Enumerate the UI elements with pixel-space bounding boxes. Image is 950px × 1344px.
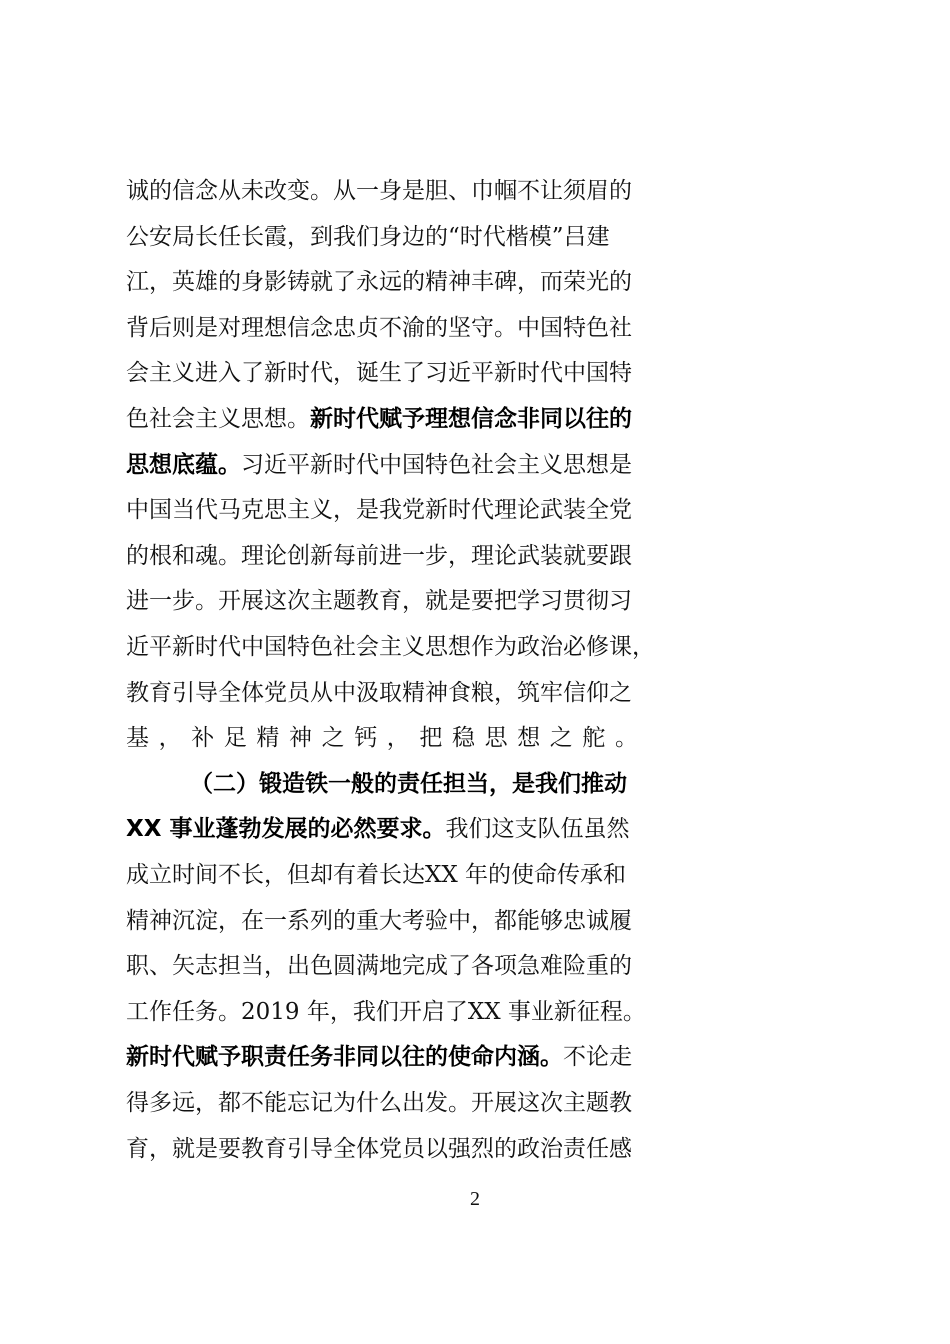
body-text-span: 会主义进入了新时代，诞生了习近平新时代中国特: [126, 360, 632, 387]
text-line: [126, 492, 821, 528]
body-text-span: 近平新时代中国特色社会主义思想作为政治必修课，: [126, 634, 655, 660]
bold-heading-text: 思想底蕴。: [126, 451, 241, 478]
text-line: [126, 173, 821, 209]
text-line: [126, 401, 821, 437]
bold-heading-text: XX 事业蓬勃发展的必然要求。: [126, 816, 446, 843]
body-text-span: 育，就是要教育引导全体党员以强烈的政治责任感: [126, 1135, 632, 1162]
text-line: [126, 994, 821, 1030]
bold-heading-text: 新时代赋予职责任务非同以往的使命内涵。: [126, 1044, 563, 1071]
text-line: [126, 310, 821, 346]
body-text-span: 江，英雄的身影铸就了永远的精神丰碑，而荣光的: [126, 269, 632, 296]
body-text-span: 的根和魂。理论创新每前进一步，理论武装就要跟: [126, 542, 632, 569]
bold-heading-text: （二）锻造铁一般的责任担当，是我们推动: [190, 770, 627, 797]
body-text-span: 成立时间不长，但却有着长达XX 年的使命传承和: [126, 862, 627, 888]
body-text-span: 基，补足精神之钙，把稳思想之舵。: [126, 725, 648, 752]
body-text-span: 习近平新时代中国特色社会主义思想是: [241, 451, 632, 478]
body-text-span: 中国当代马克思主义，是我党新时代理论武装全党: [126, 497, 632, 524]
body-text-span: 公安局长任长霞，到我们身边的“时代楷模”吕建: [126, 223, 610, 250]
body-text-span: 教育引导全体党员从中汲取精神食粮，筑牢信仰之: [126, 679, 632, 706]
text-line: [126, 903, 821, 939]
body-text-span: 不论走: [563, 1044, 632, 1071]
page-number: 2: [470, 1188, 480, 1210]
text-line: [126, 1131, 821, 1167]
body-text-span: 我们这支队伍虽然: [445, 816, 630, 843]
body-text-span: 工作任务。2019 年，我们开启了XX 事业新征程。: [126, 998, 646, 1025]
text-line: [126, 811, 821, 847]
body-text-span: 精神沉淀，在一系列的重大考验中，都能够忠诚履: [126, 907, 632, 934]
body-text-span: 职、矢志担当，出色圆满地完成了各项急难险重的: [126, 953, 632, 980]
text-line: [126, 538, 821, 574]
body-text-span: 色社会主义思想。: [126, 406, 310, 432]
text-line: [126, 264, 821, 300]
text-line: [126, 629, 842, 665]
text-line: [126, 447, 821, 483]
text-line: [126, 675, 821, 711]
body-text-span: 进一步。开展这次主题教育，就是要把学习贯彻习: [126, 588, 632, 615]
text-line: [126, 583, 821, 619]
text-line: [126, 1085, 821, 1121]
text-line: [126, 355, 821, 391]
body-text-span: 诚的信念从未改变。从一身是胆、巾帼不让须眉的: [126, 178, 632, 204]
text-line: [190, 766, 821, 802]
text-line: [126, 948, 821, 984]
text-line: [126, 720, 821, 756]
body-text-span: 背后则是对理想信念忠贞不渝的坚守。中国特色社: [126, 314, 632, 341]
text-line: [126, 857, 821, 893]
body-text-span: 得多远，都不能忘记为什么出发。开展这次主题教: [126, 1090, 632, 1116]
bold-heading-text: 新时代赋予理想信念非同以往的: [310, 406, 632, 432]
text-line: [126, 1039, 821, 1075]
text-line: [126, 219, 821, 255]
